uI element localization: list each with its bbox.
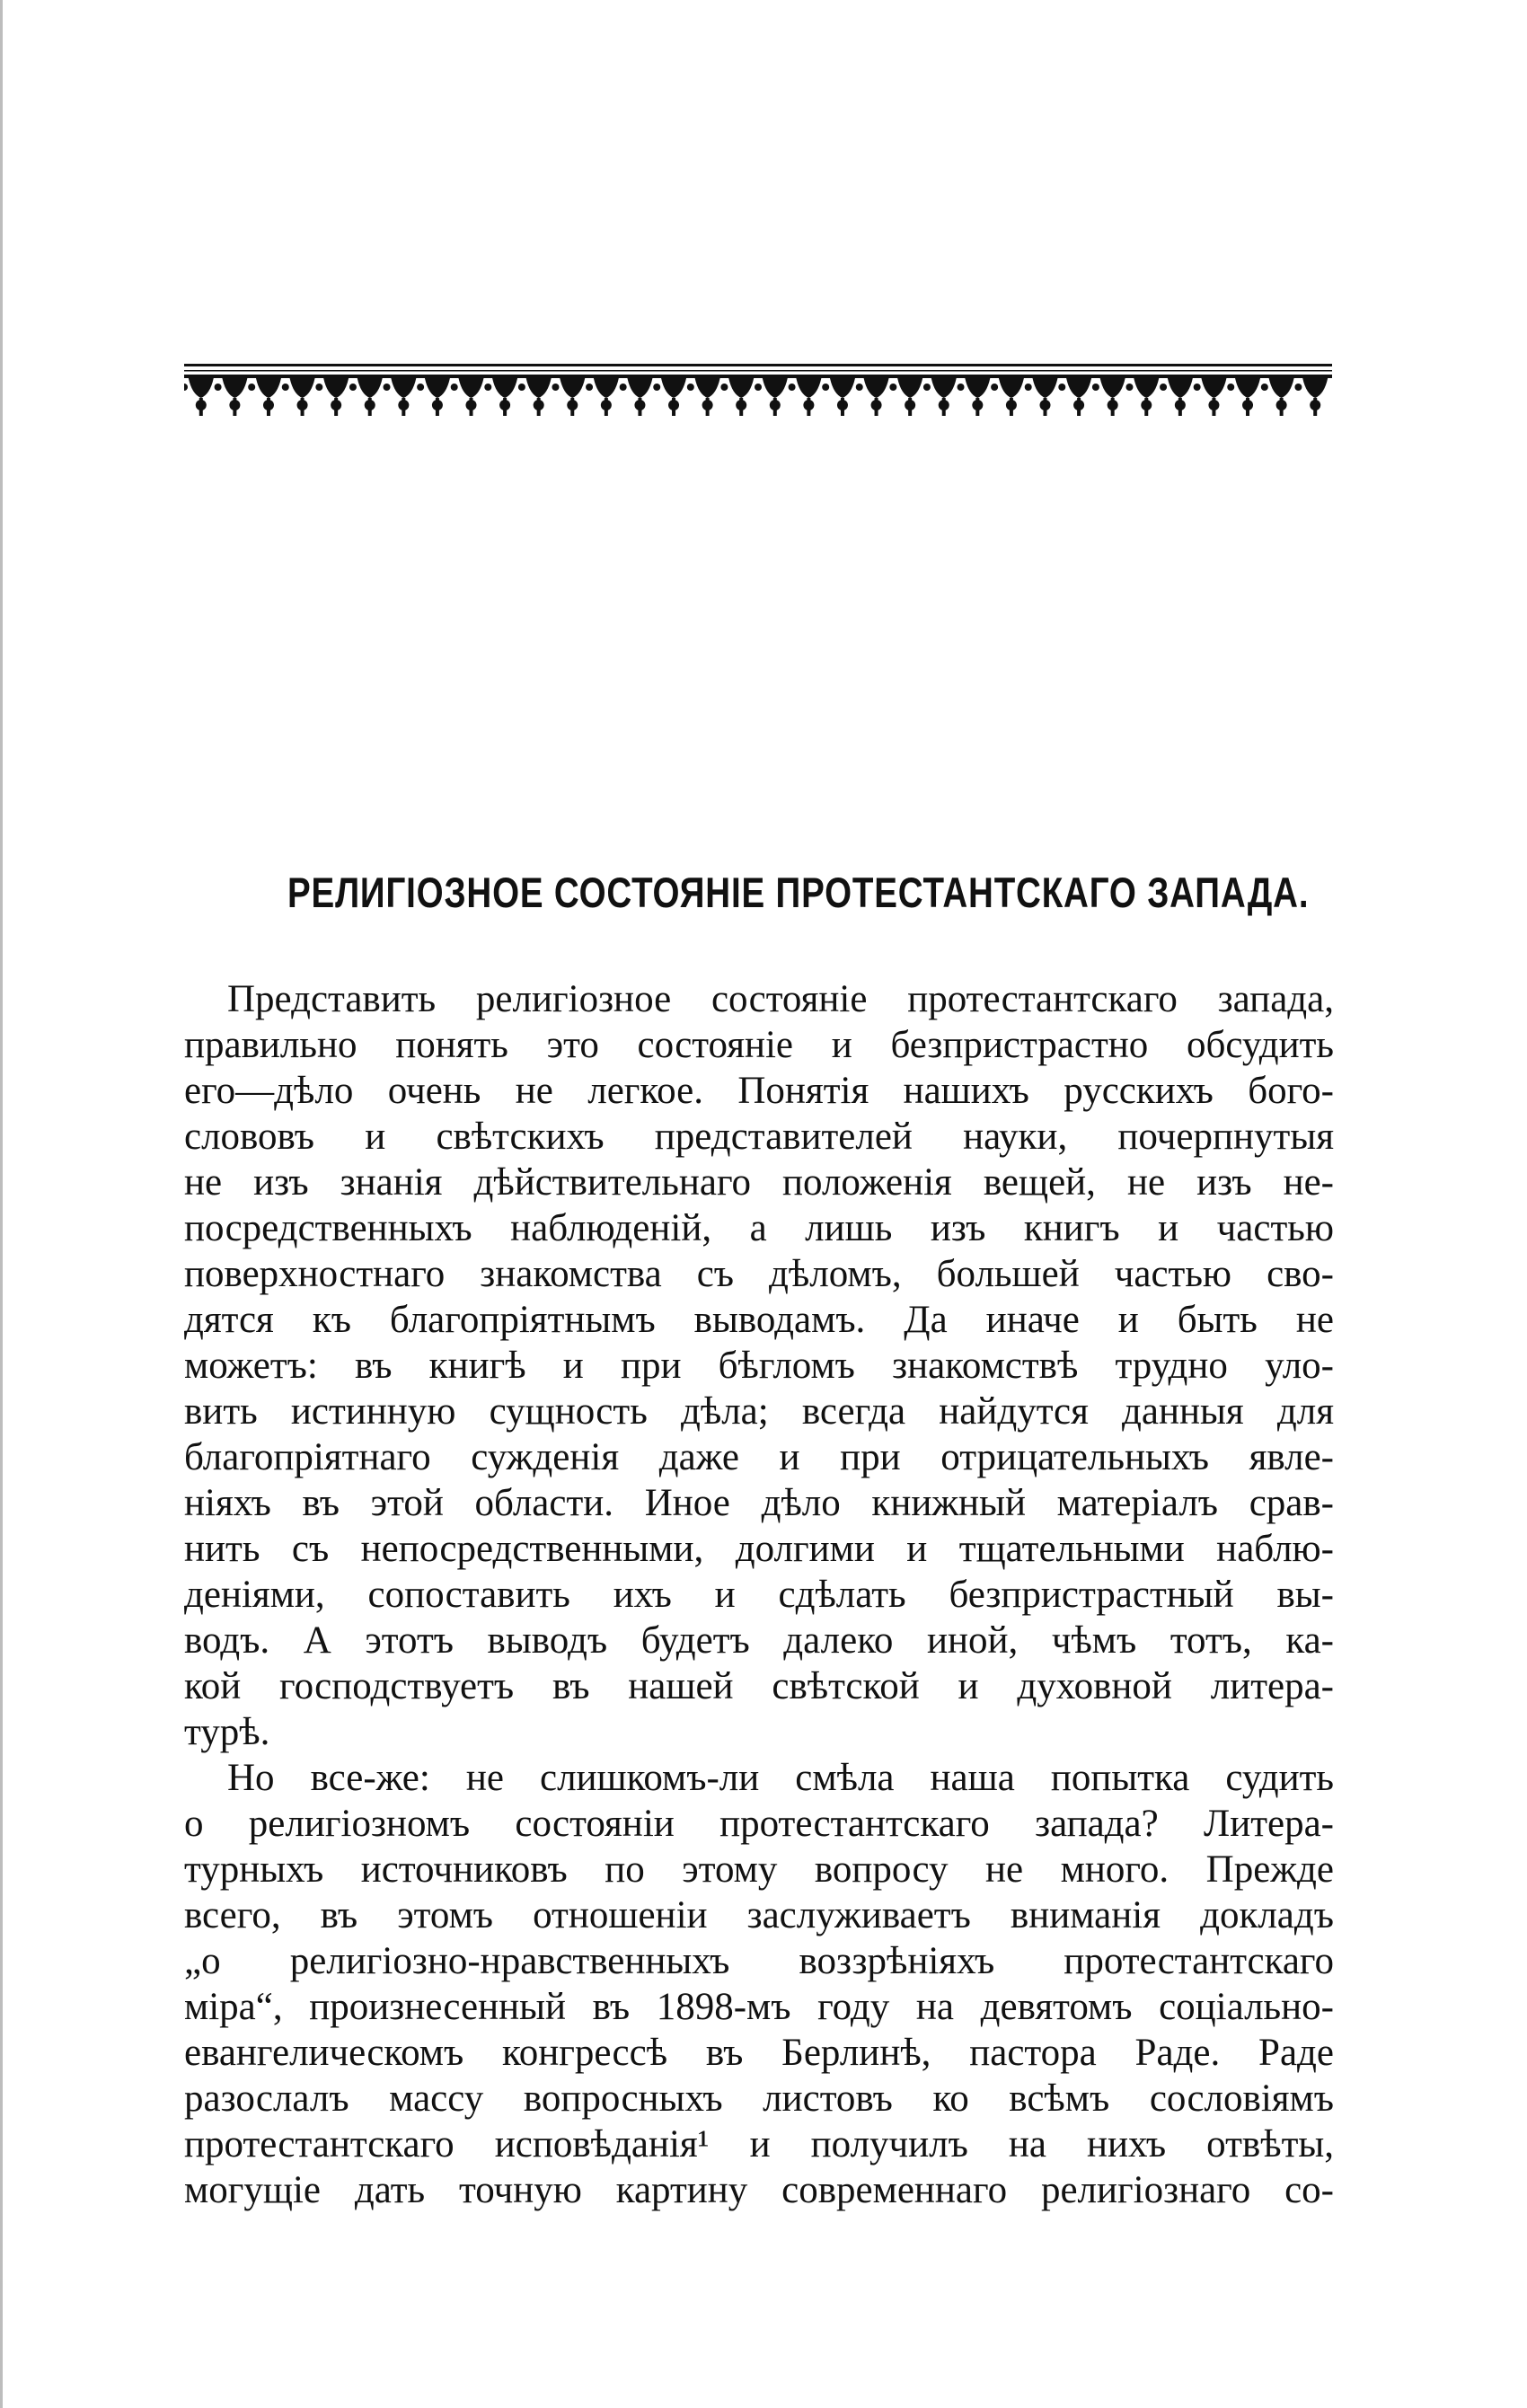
ornament-top-rule (184, 364, 1332, 366)
ornament-thin-rule (184, 370, 1332, 372)
text-line: деніями, сопоставить ихъ и сдѣлать безпристрастный вы- (184, 1574, 1334, 1616)
ornament-leaf (1134, 378, 1159, 398)
ornament-leaf (830, 378, 855, 398)
ornament-leaf (661, 378, 686, 398)
ornament-leaf (1269, 378, 1294, 398)
ornament-leaf (1066, 378, 1091, 398)
ornament-dot (755, 384, 762, 391)
ornament-stem (672, 398, 675, 416)
ornament-stem (638, 398, 641, 416)
ornament-dot (417, 384, 424, 391)
page-edge (0, 0, 3, 2408)
ornament-dot (1160, 384, 1167, 391)
ornament-leaf (897, 378, 922, 398)
ornament-stem (537, 398, 541, 416)
ornament-dot (184, 384, 188, 391)
ornament-leaf (1100, 378, 1125, 398)
ornament-leaf (695, 378, 720, 398)
ornament-leaf (1033, 378, 1058, 398)
text-line: благопріятнаго сужденія даже и при отрицательныхъ явле- (184, 1436, 1334, 1478)
ornament-leaf (1201, 378, 1226, 398)
ornament-dot (1092, 384, 1099, 391)
text-line: слововъ и свѣтскихъ представителей науки, почерпнутыя (184, 1116, 1334, 1158)
ornament-leaf (1302, 378, 1328, 398)
ornament-stem (807, 398, 810, 416)
ornament-dot (282, 384, 289, 391)
text-line: поверхностнаго знакомства съ дѣломъ, большей частью сво- (184, 1253, 1334, 1295)
ornament-leaf (391, 378, 416, 398)
ornament-dot (1194, 384, 1201, 391)
ornament-stem (1010, 398, 1013, 416)
ornament-dot (248, 384, 255, 391)
ornament-dot (923, 384, 931, 391)
text-line: ніяхъ въ этой области. Иное дѣло книжный матеріалъ срав- (184, 1482, 1334, 1524)
ornament-leaf (323, 378, 349, 398)
text-line: не изъ знанія дѣйствительнаго положенія вещей, не изъ не- (184, 1161, 1334, 1204)
ornament-dot (518, 384, 525, 391)
ornament-leaf (864, 378, 889, 398)
ornament-dot (789, 384, 796, 391)
text-line: протестантскаго исповѣданія¹ и получилъ на нихъ отвѣты, (184, 2123, 1334, 2165)
ornament-leaf (189, 378, 214, 398)
ornament-dot (889, 384, 896, 391)
ornament-dot (484, 384, 491, 391)
ornament-stem (908, 398, 912, 416)
ornament-stem (1178, 398, 1182, 416)
text-line: дятся къ благопріятнымъ выводамъ. Да иначе и быть не (184, 1299, 1334, 1341)
ornament-dot (958, 384, 965, 391)
text-line: міра“, произнесенный въ 1898-мъ году на девятомъ соціально- (184, 1986, 1334, 2028)
ornament-leaf (728, 378, 754, 398)
ornament-dot (856, 384, 863, 391)
text-line: Представить религіозное состояніе протестантскаго запада, (227, 978, 1334, 1020)
text-line: его—дѣло очень не легкое. Понятія нашихъ русскихъ бого- (184, 1070, 1334, 1112)
ornament-dot (384, 384, 391, 391)
text-line: нить съ непосредственными, долгими и тщательными наблю- (184, 1528, 1334, 1570)
ornament-stem (975, 398, 979, 416)
ornament-dot (720, 384, 728, 391)
ornament-leaf (1168, 378, 1193, 398)
text-line: посредственныхъ наблюденій, а лишь изъ книгъ и частью (184, 1207, 1334, 1249)
ornament-leaf (796, 378, 821, 398)
ornament-stem (503, 398, 507, 416)
ornament-leaf (763, 378, 788, 398)
ornament-stem (402, 398, 405, 416)
ornament-dot (1227, 384, 1234, 391)
ornament-stem (470, 398, 473, 416)
ornament-stem (706, 398, 710, 416)
ornament-stem (1111, 398, 1115, 416)
text-line: всего, въ этомъ отношеніи заслуживаетъ вниманія докладъ (184, 1894, 1334, 1936)
text-line: могущіе дать точную картину современнаго религіознаго со- (184, 2169, 1334, 2211)
ornament-stem (436, 398, 439, 416)
ornament-stem (1313, 398, 1317, 416)
ornament-stem (1144, 398, 1148, 416)
ornament-stem (570, 398, 574, 416)
ornament-stem (773, 398, 777, 416)
ornament-leaf (459, 378, 484, 398)
ornament-dot (586, 384, 593, 391)
ornament-dot (1025, 384, 1032, 391)
ornament-dot (653, 384, 660, 391)
ornament-dot (215, 384, 222, 391)
ornament-dot (349, 384, 357, 391)
ornament-dot (552, 384, 559, 391)
ornament-band (184, 375, 1332, 378)
text-line: вить истинную сущность дѣла; всегда найдутся данныя для (184, 1390, 1334, 1433)
ornament-dot (1294, 384, 1302, 391)
text-line: Но все-же: не слишкомъ-ли смѣла наша попытка судить (227, 1757, 1334, 1799)
ornament-leaf (425, 378, 450, 398)
ornament-stem (1280, 398, 1284, 416)
ornament-leaf (560, 378, 585, 398)
ornament-stem (875, 398, 878, 416)
ornament-leaf (999, 378, 1024, 398)
ornament-leaf (492, 378, 517, 398)
ornament-dot (620, 384, 627, 391)
ornament-stem (605, 398, 608, 416)
text-line: турѣ. (184, 1711, 270, 1753)
ornament-stem (1077, 398, 1081, 416)
text-line: водъ. А этотъ выводъ будетъ далеко иной, чѣмъ тотъ, ка- (184, 1619, 1334, 1662)
ornament-dot (1125, 384, 1133, 391)
decorative-headpiece (184, 364, 1332, 427)
text-line: „о религіозно-нравственныхъ воззрѣніяхъ протестантскаго (184, 1940, 1334, 1982)
ornament-stem (368, 398, 372, 416)
ornament-stem (1044, 398, 1047, 416)
ornament-leaf (357, 378, 383, 398)
text-line: разослалъ массу вопросныхъ листовъ ко всѣмъ сословіямъ (184, 2077, 1334, 2120)
text-line: кой господствуетъ въ нашей свѣтской и духовной литера- (184, 1665, 1334, 1707)
ornament-dot (1261, 384, 1268, 391)
ornament-dot (315, 384, 322, 391)
ornament-dot (822, 384, 829, 391)
ornament-stem (739, 398, 743, 416)
ornament-stem (942, 398, 946, 416)
ornament-leaf (594, 378, 619, 398)
ornament-stem (1212, 398, 1215, 416)
ornament-stem (301, 398, 305, 416)
text-line: турныхъ источниковъ по этому вопросу не много. Прежде (184, 1848, 1334, 1891)
ornament-stem (267, 398, 270, 416)
ornament-leaf (627, 378, 652, 398)
text-line: можетъ: въ книгѣ и при бѣгломъ знакомствѣ трудно уло- (184, 1345, 1334, 1387)
ornament-leaf (256, 378, 281, 398)
text-line: о религіозномъ состояніи протестантскаго запада? Литера- (184, 1803, 1334, 1845)
text-line: правильно понять это состояніе и безпристрастно обсудить (184, 1024, 1334, 1066)
ornament-leaf (526, 378, 552, 398)
ornament-stem (334, 398, 338, 416)
ornament-leaf (965, 378, 990, 398)
ornament-leaf (290, 378, 315, 398)
ornament-leaf (1235, 378, 1260, 398)
chapter-heading: РЕЛИГІОЗНОЕ СОСТОЯНІЕ ПРОТЕСТАНТСКАГО ЗАПАДА. (287, 869, 1310, 916)
ornament-leaf (931, 378, 957, 398)
ornament-dot (687, 384, 694, 391)
ornament-stem (1246, 398, 1249, 416)
ornament-dot (451, 384, 458, 391)
ornament-stem (841, 398, 844, 416)
ornament-dot (991, 384, 998, 391)
ornament-dot (1058, 384, 1065, 391)
ornament-leaf (222, 378, 247, 398)
ornament-stem (199, 398, 203, 416)
ornament-stem (233, 398, 236, 416)
text-line: евангелическомъ конгрессѣ въ Берлинѣ, пастора Раде. Раде (184, 2032, 1334, 2074)
